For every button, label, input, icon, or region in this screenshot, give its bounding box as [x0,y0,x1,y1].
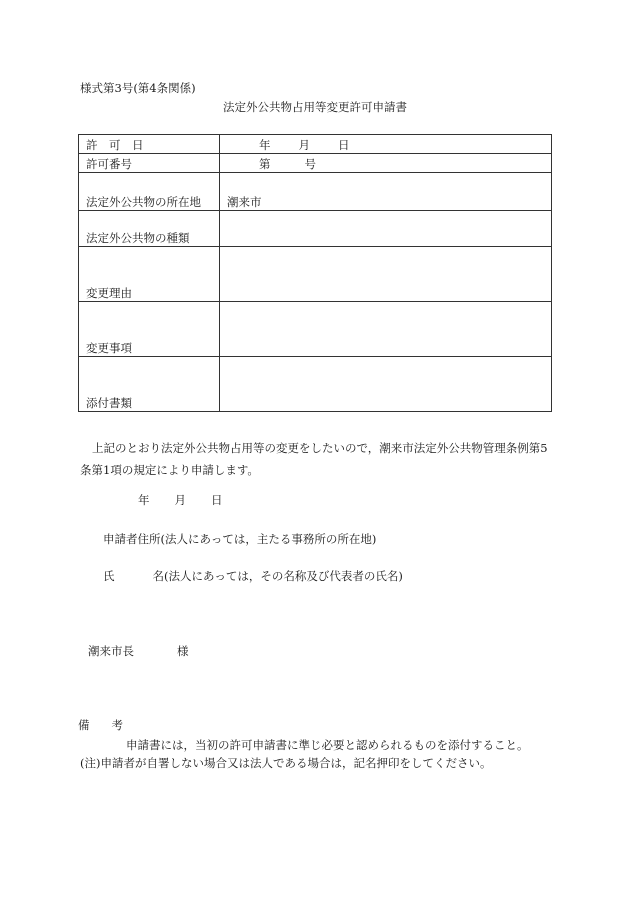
table-row-reason [79,247,552,302]
table-row-matters [79,302,552,357]
matters-label: 変更事項 [79,302,220,357]
kind-field[interactable] [220,211,552,247]
application-table [78,134,552,412]
document-title: 法定外公共物占用等変更許可申請書 [223,100,407,114]
applicant-name-label: 名(法人にあっては，その名称及び代表者の氏名) [152,569,403,583]
applicant-name-prefix: 氏 [103,569,115,583]
permit-date-month: 月 [298,138,310,152]
addressee [88,643,189,659]
notes-heading [78,717,123,733]
addressee-honorific: 様 [177,644,189,658]
permit-number-label: 許可番号 [79,154,220,173]
form-number: 様式第3号(第4条関係) [80,81,196,95]
notes-heading-2: 考 [111,718,123,732]
applicant-name-row [103,568,403,584]
location-field[interactable]: 潮来市 [220,173,552,211]
kind-label: 法定外公共物の種類 [79,211,220,247]
permit-date-label: 許 可 日 [79,135,220,154]
table-row-attachments [79,357,552,412]
application-statement-text: 上記のとおり法定外公共物占用等の変更をしたいので，潮来市法定外公共物管理条例第5条第1項の規定により申請します。 [80,441,548,477]
applicant-address-label: 申請者住所(法人にあっては，主たる事務所の所在地) [103,532,377,546]
attachments-label: 添付書類 [79,357,220,412]
permit-number-dai: 第 [259,157,271,171]
attachments-field[interactable] [220,357,552,412]
permit-number-field[interactable] [220,154,552,173]
signature-date-year: 年 [138,493,150,507]
table-row-permit-number [79,154,552,173]
signature-date[interactable] [138,492,223,508]
reason-field[interactable] [220,247,552,302]
reason-label: 変更理由 [79,247,220,302]
note-signature: (注)申請者が自署しない場合又は法人である場合は，記名押印をしてください。 [80,756,492,770]
matters-field[interactable] [220,302,552,357]
table-row-kind [79,211,552,247]
table-row-location [79,173,552,211]
signature-date-day: 日 [211,493,223,507]
notes-heading-1: 備 [78,718,90,732]
signature-date-month: 月 [174,493,186,507]
note-attachments: 申請書には，当初の許可申請書に準じ必要と認められるものを添付すること。 [126,738,529,752]
table-row-permit-date [79,135,552,154]
permit-date-day: 日 [338,138,350,152]
addressee-name: 潮来市長 [88,644,134,658]
permit-number-go: 号 [304,157,316,171]
permit-date-field[interactable] [220,135,552,154]
location-label: 法定外公共物の所在地 [79,173,220,211]
permit-date-year: 年 [259,138,271,152]
application-statement [80,437,554,481]
